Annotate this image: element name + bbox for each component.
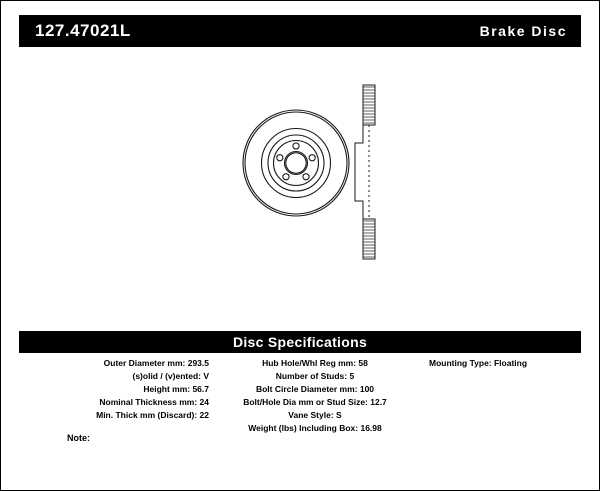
spec-item: Nominal Thickness mm: 24 [99,397,209,407]
vane-hatching-bottom [364,221,375,257]
spec-item: Outer Diameter mm: 293.5 [103,358,209,368]
vane-hatching-top [364,87,375,123]
spec-item: Bolt Circle Diameter mm: 100 [255,384,375,394]
header-bar [19,15,581,47]
spec-item: Mounting Type: Floating [429,358,528,368]
spec-item: (s)olid / (v)ented: V [132,371,209,381]
spec-title: Disc Specifications [232,334,368,350]
spec-item: Weight (lbs) Including Box: 16.98 [248,423,382,433]
rotor-face-view [231,83,361,243]
drawing-area [19,57,581,319]
spec-item: Height mm: 56.7 [143,384,209,394]
spec-column-middle [215,357,415,435]
spec-columns [19,357,581,447]
spec-item: Hub Hole/Whl Reg mm: 58 [262,358,368,368]
spec-column-right [423,357,587,370]
note-label: Note: [67,433,90,443]
spec-title-bar [19,331,581,353]
spec-item: Number of Studs: 5 [275,371,355,381]
rotor-edge-view [349,77,395,267]
product-type-label: Brake Disc [479,23,567,39]
spec-item: Min. Thick mm (Discard): 22 [96,410,209,420]
part-number: 127.47021L [35,21,131,40]
spec-item: Vane Style: S [288,410,342,420]
spec-item: Bolt/Hole Dia mm or Stud Size: 12.7 [243,397,387,407]
spec-column-left [19,357,209,422]
